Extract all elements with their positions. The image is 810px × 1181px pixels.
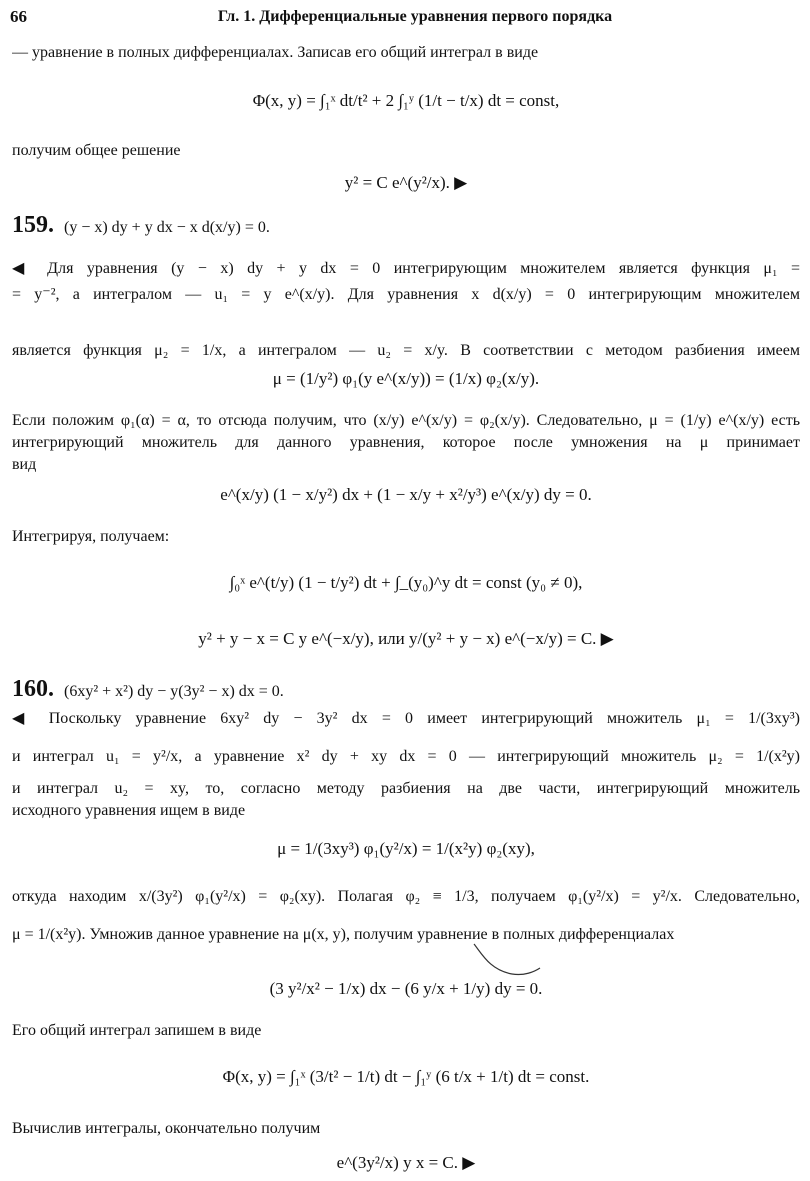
- text-line-6: Если положим φ₁(α) = α, то отсюда получим, что (x/y) e^(x/y) = φ₂(x/y). Следовательно, μ = (1/y) e^(x/y) есть: [12, 412, 800, 429]
- text-line-14: откуда находим x/(3y²) φ₁(y²/x) = φ₂(xy). Полагая φ₂ ≡ 1/3, получаем φ₁(y²/x) = y²/x. Следовательно,: [12, 888, 800, 905]
- formula-general-solution: y² = C e^(y²/x). ▶: [344, 173, 468, 192]
- formula-total-differential-159: e^(x/y) (1 − x/y²) dx + (1 − x/y + x²/y³) e^(x/y) dy = 0.: [220, 485, 592, 504]
- problem-160-heading: [12, 674, 800, 707]
- text-line-5: является функция μ₂ = 1/x, а интегралом — u₂ = x/y. В соответствии с методом разбиения имеем: [12, 342, 800, 359]
- text-line-17: Вычислив интегралы, окончательно получим: [12, 1120, 321, 1137]
- text-line-7: интегрирующий множитель для данного уравнения, которое после умножения на μ принимает: [12, 434, 800, 451]
- formula-mu-159: μ = (1/y²) φ₁(y e^(x/y)) = (1/x) φ₂(x/y).: [272, 369, 540, 388]
- text-line-4: = y⁻², а интегралом — u₁ = y e^(x/y). Для уравнения x d(x/y) = 0 интегрирующим множителем: [12, 286, 800, 303]
- text-line-13: исходного уравнения ищем в виде: [12, 802, 246, 819]
- formula-final-answer-160: e^(3y²/x) y x = C. ▶: [336, 1153, 476, 1172]
- problem-159-equation: (y − x) dy + y dx − x d(x/y) = 0.: [64, 219, 270, 236]
- formula-integration-159: ∫₀ˣ e^(t/y) (1 − t/y²) dt + ∫_(y₀)^y dt = const (y₀ ≠ 0),: [229, 573, 583, 592]
- text-line-1: — уравнение в полных дифференциалах. Записав его общий интеграл в виде: [12, 44, 539, 61]
- text-line-12: и интеграл u₂ = xy, то, согласно методу разбиения на две части, интегрирующий множитель: [12, 780, 800, 797]
- problem-159-number: 159.: [12, 212, 54, 238]
- pen-mark: [472, 940, 542, 980]
- problem-160-equation: (6xy² + x²) dy − y(3y² − x) dx = 0.: [64, 683, 284, 700]
- page-number: 66: [10, 7, 27, 26]
- text-line-9: Интегрируя, получаем:: [12, 528, 170, 545]
- text-line-16: Его общий интеграл запишем в виде: [12, 1022, 262, 1039]
- problem-159-heading: [12, 210, 800, 243]
- problem-160-number: 160.: [12, 676, 54, 702]
- text-line-2: получим общее решение: [12, 142, 181, 159]
- formula-mu-160: μ = 1/(3xy³) φ₁(y²/x) = 1/(x²y) φ₂(xy),: [277, 839, 535, 858]
- page-header: [10, 6, 800, 28]
- formula-phi-integral: Φ(x, y) = ∫₁ˣ dt/t² + 2 ∫₁ʸ (1/t − t/x) dt = const,: [252, 91, 560, 110]
- text-line-11: и интеграл u₁ = y²/x, а уравнение x² dy + xy dx = 0 — интегрирующий множитель μ₂ = 1/(x²y): [12, 748, 800, 765]
- text-line-15: μ = 1/(x²y). Умножив данное уравнение на μ(x, y), получим уравнение в полных дифференциалах: [12, 926, 675, 943]
- text-line-10: ◀ Поскольку уравнение 6xy² dy − 3y² dx = 0 имеет интегрирующий множитель μ₁ = 1/(3xy³): [12, 710, 800, 727]
- formula-total-differential-160: (3 y²/x² − 1/x) dx − (6 y/x + 1/y) dy = 0.: [269, 979, 543, 998]
- formula-answer-159: y² + y − x = C y e^(−x/y), или y/(y² + y − x) e^(−x/y) = C. ▶: [198, 629, 614, 648]
- text-line-3: ◀ Для уравнения (y − x) dy + y dx = 0 интегрирующим множителем является функция μ₁ =: [12, 260, 800, 277]
- formula-phi-160: Φ(x, y) = ∫₁ˣ (3/t² − 1/t) dt − ∫₁ʸ (6 t/x + 1/t) dt = const.: [222, 1067, 590, 1086]
- text-line-8: вид: [12, 456, 37, 473]
- running-title: Гл. 1. Дифференциальные уравнения первого порядка: [217, 8, 613, 25]
